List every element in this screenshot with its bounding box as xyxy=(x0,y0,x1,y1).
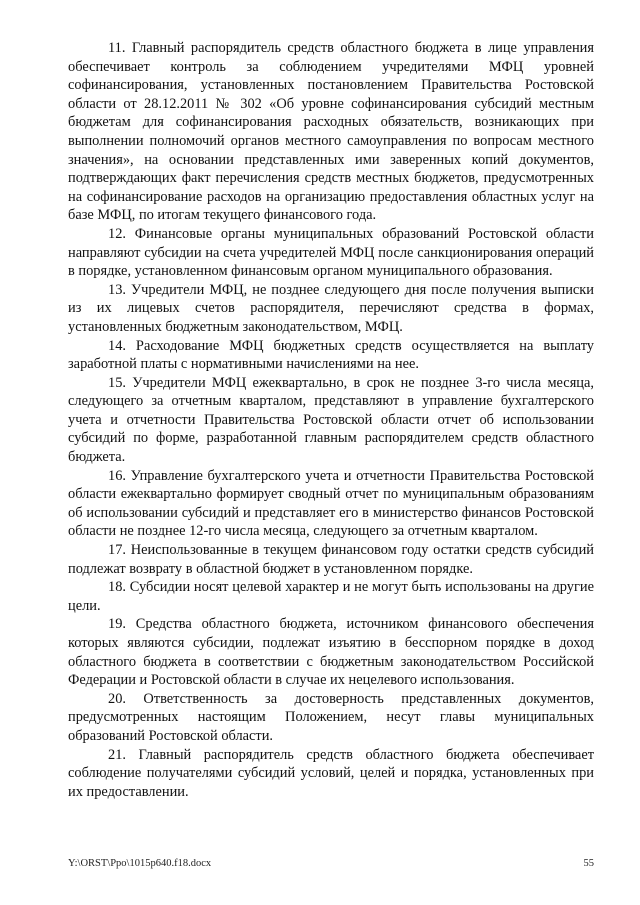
paragraph-13: 13. Учредители МФЦ, не позднее следующего дня после получения выписки из их лицевых счетов распорядителя, перечисляют средства в формах, установленных бюджетным законодательством, МФЦ. xyxy=(68,281,594,335)
document-body xyxy=(68,39,594,801)
paragraph-18: 18. Субсидии носят целевой характер и не могут быть использованы на другие цели. xyxy=(68,579,594,614)
page-footer xyxy=(68,857,594,870)
paragraph-14: 14. Расходование МФЦ бюджетных средств осуществляется на выплату заработной платы с нормативными начислениями на нее. xyxy=(68,337,594,373)
paragraph-17: 17. Неиспользованные в текущем финансовом году остатки средств субсидий подлежат возврату в областной бюджет в установленном порядке. xyxy=(68,542,594,577)
paragraph-19: 19. Средства областного бюджета, источником финансового обеспечения которых являются субсидии, подлежат изъятию в бесспорном порядке в доход областного бюджета в соответствии с бюджетным законодательством Российской Федерации и Ростовской области в случае их нецелевого использования. xyxy=(68,616,594,689)
paragraph-15: 15. Учредители МФЦ ежеквартально, в срок не позднее 3-го числа месяца, следующего за отчетным кварталом, представляют в управление бухгалтерского учета и отчетности Правительства Ростовской области отчет об использовании субсидий по форме, разработанной главным распорядителем средств областного бюджета. xyxy=(68,374,594,466)
page-number: 55 xyxy=(583,858,594,869)
paragraph-11: 11. Главный распорядитель средств областного бюджета в лице управления обеспечивает контроль за соблюдением учредителями МФЦ уровней софинансирования, установленных постановлением Правительства Ростовской области от 28.12.2011 № 302 «Об уровне софинансирования субсидий местным бюджетам для софинансирования расходных обязательств, возникающих при выполнении полномочий органов местного самоуправления по вопросам местного значения», на основании представленных ими заверенных копий документов, подтверждающих факт перечисления средств местных бюджетов, предусмотренных на софинансирование расходов на организацию предоставления областных услуг на базе МФЦ, по итогам текущего финансового года. xyxy=(68,40,594,224)
paragraph-21: 21. Главный распорядитель средств областного бюджета обеспечивает соблюдение получателями субсидий условий, целей и порядка, установленных при их предоставлении. xyxy=(68,746,594,800)
paragraph-12: 12. Финансовые органы муниципальных образований Ростовской области направляют субсидии на счета учредителей МФЦ после санкционирования операций в порядке, установленном финансовым органом муниципального образования. xyxy=(68,225,594,280)
paragraph-20: 20. Ответственность за достоверность представленных документов, предусмотренных настоящим Положением, несут главы муниципальных образований Ростовской области. xyxy=(68,690,594,744)
footer-file-path: Y:\ORST\Ppo\1015p640.f18.docx xyxy=(68,858,212,869)
paragraph-16: 16. Управление бухгалтерского учета и отчетности Правительства Ростовской области ежеквартально формирует сводный отчет по муниципальным образованиям об использовании субсидий и представляет его в министерство финансов Ростовской области не позднее 12-го числа месяца, следующего за отчетным кварталом. xyxy=(68,467,594,540)
